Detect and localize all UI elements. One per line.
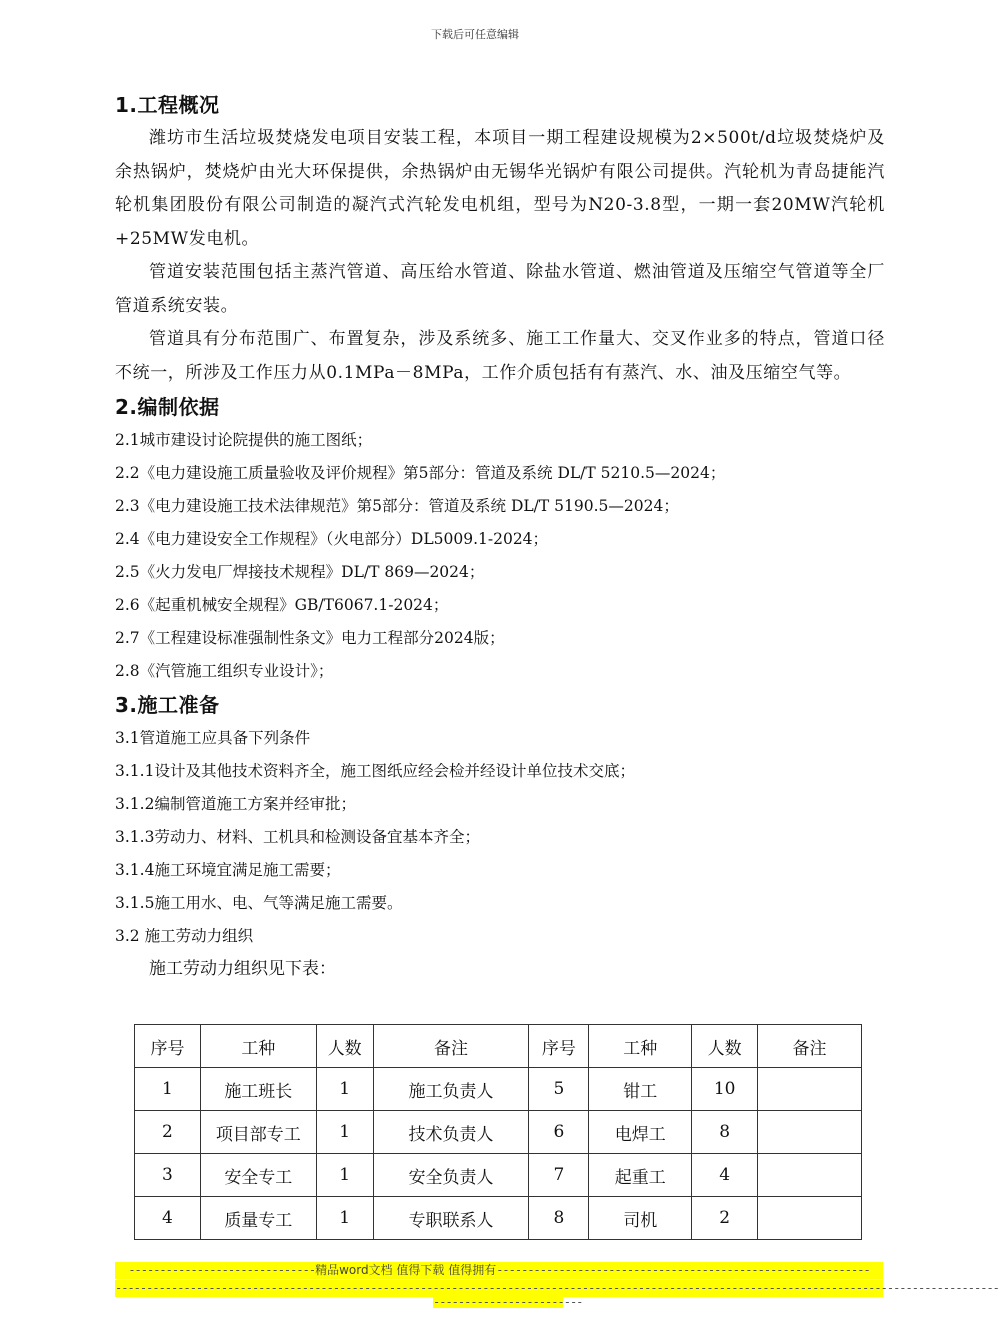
labor-table — [134, 1024, 862, 1240]
table-cell: 钳工 — [589, 1068, 692, 1111]
table-cell: 4 — [135, 1197, 201, 1240]
section-1-paragraph-2: 管道安装范围包括主蒸汽管道、高压给水管道、除盐水管道、燃油管道及压缩空气管道等全厂管道系统安装。 — [115, 262, 885, 316]
table-cell: 8 — [529, 1197, 589, 1240]
basis-item: 2.6《起重机械安全规程》GB/T6067.1-2024； — [115, 596, 449, 614]
prep-item: 3.1.4施工环境宜满足施工需要； — [115, 861, 341, 879]
table-cell: 4 — [692, 1154, 758, 1197]
table-cell: 1 — [316, 1197, 373, 1240]
table-header-row — [135, 1025, 862, 1068]
basis-item: 2.7《工程建设标准强制性条文》电力工程部分2024版； — [115, 629, 505, 647]
section-3-title: 3.施工准备 — [115, 693, 220, 717]
table-row — [135, 1154, 862, 1197]
table-cell: 1 — [135, 1068, 201, 1111]
basis-item: 2.1城市建设讨论院提供的施工图纸； — [115, 431, 373, 449]
header-cell: 备注 — [373, 1025, 529, 1068]
basis-item: 2.5《火力发电厂焊接技术规程》DL/T 869—2024； — [115, 563, 485, 581]
prep-item: 3.1.2编制管道施工方案并经审批； — [115, 795, 356, 813]
table-cell: 8 — [692, 1111, 758, 1154]
header-cell: 人数 — [316, 1025, 373, 1068]
table-cell: 2 — [135, 1111, 201, 1154]
page-header: 下载后可任意编辑 — [431, 28, 519, 41]
prep-item: 3.1.5施工用水、电、气等满足施工需要。 — [115, 894, 403, 912]
table-row — [135, 1068, 862, 1111]
section-1-paragraph-1: 潍坊市生活垃圾焚烧发电项目安装工程，本项目一期工程建设规模为2×500t/d垃圾焚烧炉及余热锅炉，焚烧炉由光大环保提供，余热锅炉由无锡华光锅炉有限公司提供。汽轮机为青岛捷能汽轮机集团股份有限公司制造的凝汽式汽轮发电机组，型号为N20-3.8型，一期一套20MW汽轮机+25MW发电机。 — [115, 128, 885, 249]
table-row — [135, 1111, 862, 1154]
header-cell: 工种 — [200, 1025, 316, 1068]
table-cell — [758, 1068, 862, 1111]
table-cell: 2 — [692, 1197, 758, 1240]
section-1-paragraph-3: 管道具有分布范围广、布置复杂，涉及系统多、施工工作量大、交叉作业多的特点，管道口径不统一，所涉及工作压力从0.1MPa－8MPa，工作介质包括有有蒸汽、水、油及压缩空气等。 — [115, 329, 885, 383]
table-cell: 1 — [316, 1068, 373, 1111]
footer-divider: ------------------------------------------------------------ — [496, 1263, 870, 1277]
prep-item: 3.1管道施工应具备下列条件 — [115, 729, 311, 747]
table-cell: 1 — [316, 1111, 373, 1154]
table-cell: 专职联系人 — [373, 1197, 529, 1240]
table-cell: 安全专工 — [200, 1154, 316, 1197]
document-body — [115, 88, 885, 986]
prep-item: 3.2 施工劳动力组织 — [115, 927, 254, 945]
footer-text: 精品word文档 值得下载 值得拥有 — [315, 1263, 497, 1277]
basis-item: 2.2《电力建设施工质量验收及评价规程》第5部分：管道及系统 DL/T 5210.5—2024； — [115, 464, 726, 482]
table-cell — [758, 1154, 862, 1197]
table-cell: 司机 — [589, 1197, 692, 1240]
table-cell: 起重工 — [589, 1154, 692, 1197]
footer-divider: ---------------------------------------------------------------------------------------------------------------------------------------------- — [115, 1281, 999, 1295]
basis-item: 2.3《电力建设施工技术法律规范》第5部分：管道及系统 DL/T 5190.5—2024； — [115, 497, 679, 515]
header-cell: 工种 — [589, 1025, 692, 1068]
table-cell: 施工负责人 — [373, 1068, 529, 1111]
table-cell: 施工班长 — [200, 1068, 316, 1111]
header-cell: 序号 — [529, 1025, 589, 1068]
table-cell: 质量专工 — [200, 1197, 316, 1240]
table-cell — [758, 1111, 862, 1154]
table-row — [135, 1197, 862, 1240]
table-cell: 3 — [135, 1154, 201, 1197]
table-cell: 安全负责人 — [373, 1154, 529, 1197]
basis-item: 2.8《汽管施工组织专业设计》； — [115, 662, 334, 680]
basis-item: 2.4《电力建设安全工作规程》（火电部分）DL5009.1-2024； — [115, 530, 549, 548]
footer-divider: ------------------------ — [433, 1295, 583, 1309]
table-cell: 7 — [529, 1154, 589, 1197]
table-cell: 电焊工 — [589, 1111, 692, 1154]
section-2-title: 2.编制依据 — [115, 395, 220, 419]
footer-banner — [115, 1262, 883, 1279]
table-cell: 技术负责人 — [373, 1111, 529, 1154]
prep-item: 3.1.3劳动力、材料、工机具和检测设备宜基本齐全； — [115, 828, 480, 846]
table-cell: 项目部专工 — [200, 1111, 316, 1154]
table-cell: 1 — [316, 1154, 373, 1197]
table-cell — [758, 1197, 862, 1240]
header-cell: 人数 — [692, 1025, 758, 1068]
header-cell: 备注 — [758, 1025, 862, 1068]
table-cell: 6 — [529, 1111, 589, 1154]
section-1-title: 1.工程概况 — [115, 93, 220, 117]
table-intro: 施工劳动力组织见下表： — [149, 959, 336, 979]
footer-divider: ------------------------------ — [128, 1263, 316, 1277]
table-cell: 5 — [529, 1068, 589, 1111]
prep-item: 3.1.1设计及其他技术资料齐全，施工图纸应经会检并经设计单位技术交底； — [115, 762, 635, 780]
header-cell: 序号 — [135, 1025, 201, 1068]
table-cell: 10 — [692, 1068, 758, 1111]
